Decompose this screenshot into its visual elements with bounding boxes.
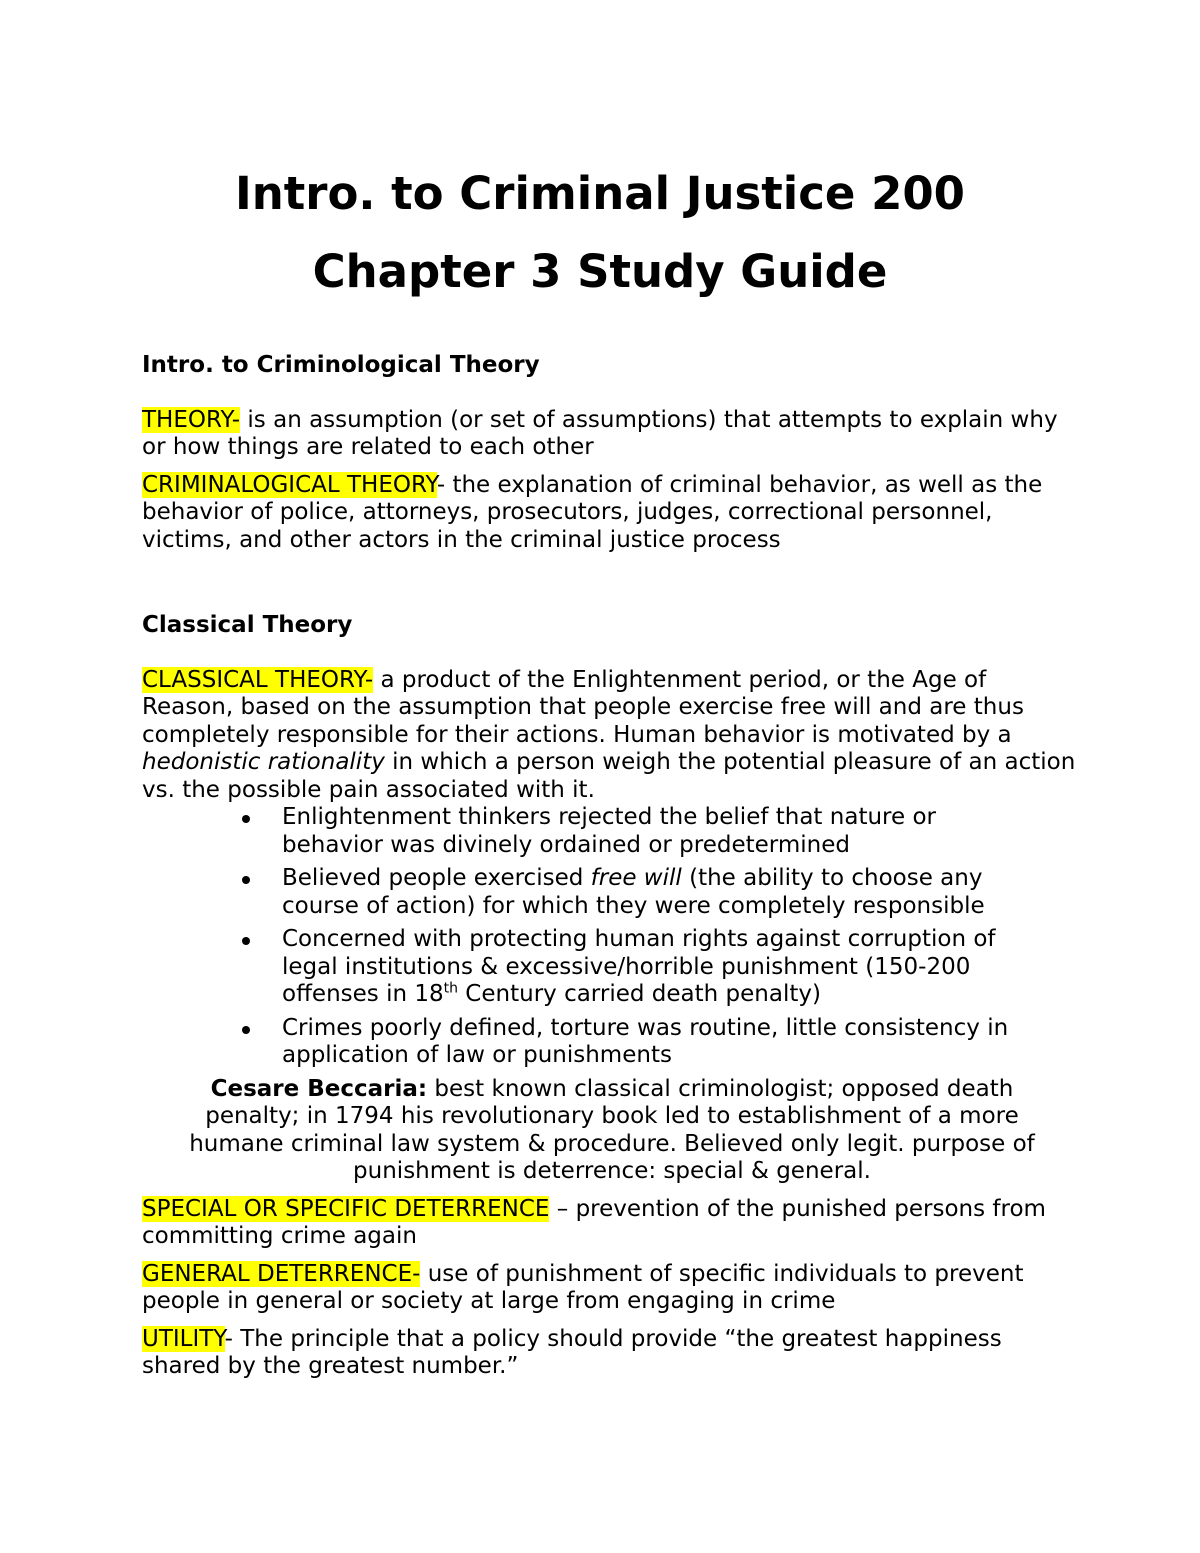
- term-classical-theory: CLASSICAL THEORY-: [142, 666, 374, 693]
- definition-general-deterrence: [142, 1261, 1082, 1316]
- beccaria-name: Cesare Beccaria:: [210, 1075, 428, 1102]
- definition-classical-theory: [142, 667, 1082, 805]
- list-item-text: (the ability to choose any course of action) for which they were completely responsible: [282, 865, 985, 919]
- definition-utility-text: - The principle that a policy should provide “the greatest happiness shared by the greatest number.”: [142, 1325, 1002, 1379]
- definition-classical-theory-text-b: in which a person weigh the potential pleasure of an action vs. the possible pain associated with it.: [142, 749, 1076, 803]
- list-item-text: Crimes poorly defined, torture was routine, little consistency in application of law or punishments: [282, 1014, 1009, 1068]
- bullet-icon: [242, 815, 250, 823]
- term-general-deterrence: GENERAL DETERRENCE-: [142, 1260, 421, 1287]
- definition-criminalogical-theory-text: - the explanation of criminal behavior, as well as the behavior of police, attorneys, prosecutors, judges, correctional personnel, victims, and other actors in the criminal justice process: [142, 471, 1043, 553]
- list-item-text: Enlightenment thinkers rejected the belief that nature or behavior was divinely ordained or predetermined: [282, 804, 936, 858]
- document-title-line-1: Intro. to Criminal Justice 200: [235, 167, 965, 220]
- term-theory: THEORY-: [142, 406, 241, 433]
- list-item-text: Believed people exercised: [282, 865, 591, 891]
- list-item: [282, 1015, 1042, 1070]
- document-body: [142, 352, 1082, 1381]
- section-heading-criminological-theory: Intro. to Criminological Theory: [142, 352, 540, 378]
- list-item-text: Century carried death penalty): [458, 981, 821, 1007]
- list-item: [282, 926, 1042, 1009]
- term-utility: UTILITY: [142, 1325, 225, 1352]
- section-heading-classical-theory: Classical Theory: [142, 612, 353, 638]
- definition-criminalogical-theory: [142, 472, 1082, 555]
- definition-special-deterrence-text: – prevention of the punished persons from committing crime again: [142, 1195, 1046, 1249]
- beccaria-text: best known classical criminologist; opposed death penalty; in 1794 his revolutionary book led to establishment of a more humane criminal law system & procedure. Believed only legit. purpose of punishment is deterrence: special & general.: [189, 1075, 1035, 1184]
- definition-general-deterrence-text: use of punishment of specific individuals to prevent people in general or society at large from engaging in crime: [142, 1260, 1024, 1314]
- document-title-line-2: Chapter 3 Study Guide: [312, 245, 888, 298]
- list-item: [282, 865, 1042, 920]
- definition-classical-theory-italic: hedonistic rationality: [142, 749, 385, 775]
- definition-special-deterrence: [142, 1196, 1082, 1251]
- list-item-text: Concerned with protecting human rights against corruption of legal institutions & excessive/horrible punishment (150-200 offenses in 18: [282, 926, 996, 1007]
- bullet-icon: [242, 937, 250, 945]
- list-item-italic: free will: [590, 865, 682, 891]
- definition-utility: [142, 1326, 1082, 1381]
- classical-theory-bullet-list: [142, 804, 1042, 1070]
- definition-theory: [142, 407, 1082, 462]
- bullet-icon: [242, 1026, 250, 1034]
- list-item-superscript: th: [443, 980, 458, 997]
- definition-classical-theory-text-a: a product of the Enlightenment period, or the Age of Reason, based on the assumption that people exercise free will and are thus completely responsible for their actions. Human behavior is motivated by a: [142, 666, 1024, 748]
- list-item: [282, 804, 1042, 859]
- bullet-icon: [242, 876, 250, 884]
- definition-theory-text: is an assumption (or set of assumptions) that attempts to explain why or how things are related to each other: [142, 406, 1058, 460]
- term-criminalogical-theory: CRIMINALOGICAL THEORY: [142, 471, 437, 498]
- term-special-deterrence: SPECIAL OR SPECIFIC DETERRENCE: [142, 1195, 550, 1222]
- beccaria-paragraph: [142, 1076, 1082, 1186]
